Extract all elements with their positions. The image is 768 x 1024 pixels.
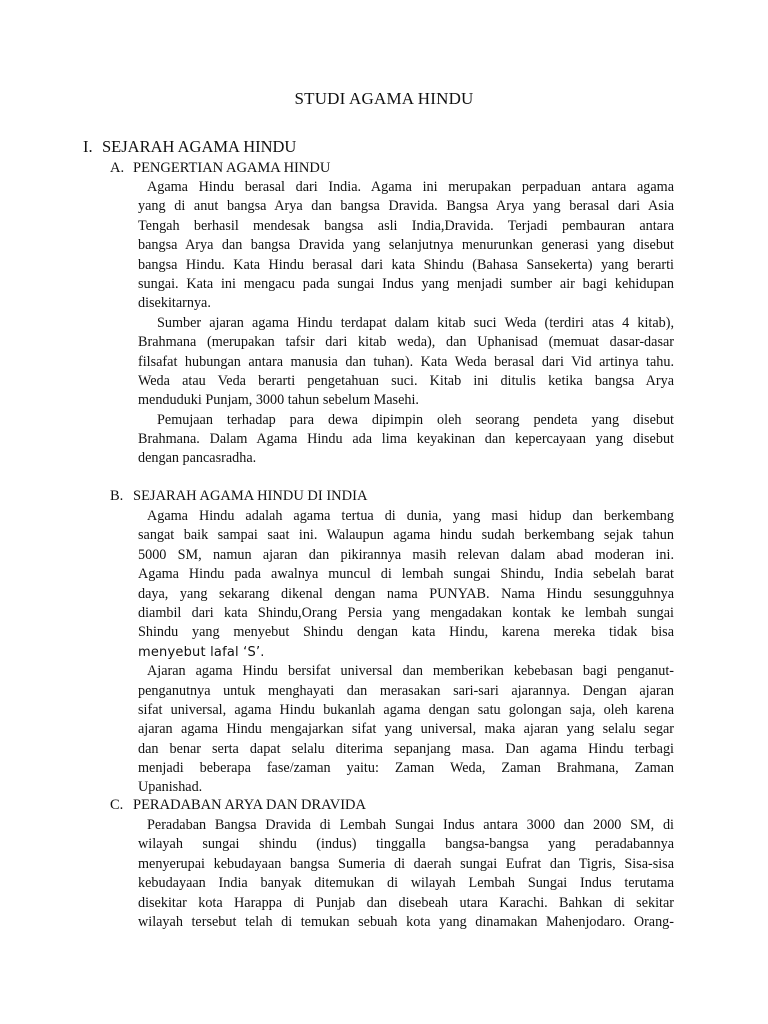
chapter-title: SEJARAH AGAMA HINDU [102, 137, 297, 156]
text-line: Pemujaan terhadap para dewa dipimpin oleh seorang pendeta yang disebut [157, 411, 674, 428]
chapter-heading [83, 137, 296, 157]
text-line: Tengah berhasil mendesak bangsa asli India,Dravida. Terjadi pembauran antara [138, 217, 674, 234]
section-title: SEJARAH AGAMA HINDU DI INDIA [133, 488, 368, 504]
text-line: dengan pancasradha. [138, 450, 257, 467]
section-heading-b [110, 488, 367, 505]
paragraph [138, 314, 674, 411]
text-line: menyerupai kebudayaan bangsa Sumeria di daerah sungai Eufrat dan Tigris, Sisa-sisa [138, 855, 674, 872]
text-line: penganutnya untuk menghayati dan merasakan sari-sari ajarannya. Dengan ajaran [138, 682, 674, 699]
text-line: disekitar kota Harappa di Punjab dan disebeah utara Karachi. Bahkan di sekitar [138, 894, 674, 911]
text-line: disekitarnya. [138, 295, 211, 312]
section-heading-a [110, 160, 330, 177]
paragraph [138, 816, 674, 932]
text-line: Agama Hindu pada awalnya muncul di lembah sungai Shindu, India sebelah barat [138, 566, 674, 583]
text-line: Sumber ajaran agama Hindu terdapat dalam kitab suci Weda (terdiri atas 4 kitab), [157, 314, 674, 331]
text-line: Brahmana. Dalam Agama Hindu ada lima keyakinan dan kepercayaan yang disebut [138, 431, 674, 448]
text-line: menjadi beberapa fase/zaman yaitu: Zaman Weda, Zaman Brahmana, Zaman [138, 760, 674, 777]
text-line: Peradaban Bangsa Dravida di Lembah Sungai Indus antara 3000 dan 2000 SM, di [147, 817, 674, 833]
text-line: filsafat hubungan antara manusia dan tuhan). Kata Weda berasal dari Vid artinya tahu. [138, 353, 674, 370]
section-letter: A. [110, 160, 125, 176]
section-body-b [138, 507, 674, 798]
text-line: bangsa Arya dan bangsa Dravida yang selanjutnya menurunkan generasi yang disebut [138, 237, 674, 254]
text-line: Upanishad. [138, 779, 203, 796]
section-title: PENGERTIAN AGAMA HINDU [133, 160, 331, 176]
section-letter: C. [110, 797, 124, 813]
paragraph [138, 507, 674, 662]
section-title: PERADABAN ARYA DAN DRAVIDA [133, 797, 366, 813]
text-line: kebudayaan India banyak ditemukan di wilayah Lembah Sungai Indus terutama [138, 875, 674, 892]
text-line: Brahmana (merupakan tafsir dari kitab weda), dan Uphanisad (memuat dasar-dasar [138, 334, 674, 351]
text-line: wilayah sungai shindu (indus) tinggalla bangsa-bangsa yang peradabannya [138, 836, 674, 853]
paragraph [138, 411, 674, 469]
paragraph [138, 662, 674, 798]
section-letter: B. [110, 488, 124, 504]
chapter-number: I. [83, 137, 93, 156]
text-line: 5000 SM, namun ajaran dan pikirannya masih relevan dalam abad moderan ini. [138, 546, 674, 563]
text-line: Weda atau Veda berarti pengetahuan suci. Kitab ini ditulis ketika bangsa Arya [138, 372, 674, 389]
text-line: sifat universal, agama Hindu bukanlah agama dengan satu golongan saja, oleh karena [138, 701, 674, 718]
text-line: yang di anut bangsa Arya dan bangsa Dravida. Bangsa Arya yang berasal dari Asia [138, 198, 674, 215]
text-line: Agama Hindu adalah agama tertua di dunia, yang masi hidup dan berkembang [147, 508, 674, 524]
section-body-a [138, 178, 674, 469]
text-line: diambil dari kata Shindu,Orang Persia yang mengadakan kontak ke lembah sungai [138, 604, 674, 621]
text-line: wilayah tersebut telah di temukan sebuah kota yang dinamakan Mahenjodaro. Orang- [138, 913, 674, 930]
text-line: Agama Hindu berasal dari India. Agama ini merupakan perpaduan antara agama [147, 179, 674, 195]
page-title: STUDI AGAMA HINDU [294, 89, 474, 108]
text-line: Ajaran agama Hindu bersifat universal dan memberikan kebebasan bagi penganut- [147, 663, 674, 680]
section-heading-c [110, 797, 366, 814]
text-line: bangsa Hindu. Kata Hindu berasal dari kata Shindu (Bahasa Sansekerta) yang berarti [138, 256, 674, 273]
text-line: Shindu yang menyebut Shindu dengan kata Hindu, karena mereka tidak bisa [138, 624, 674, 641]
text-line: dan benar serta dapat selalu diterima sepanjang masa. Dan agama Hindu terbagi [138, 740, 674, 757]
section-body-c [138, 816, 674, 932]
text-line: sangat baik sampai saat ini. Walaupun agama hindu sudah berkembang sejak tahun [138, 527, 674, 544]
text-line: menduduki Punjam, 3000 tahun sebelum Masehi. [138, 392, 419, 409]
text-line: ajaran agama Hindu mengajarkan sifat yang universal, maka ajaran yang selalu segar [138, 721, 674, 738]
text-line: sungai. Kata ini mengacu pada sungai Indus yang menjadi sumber air bagi kehidupan [138, 275, 674, 292]
paragraph [138, 178, 674, 314]
text-line: daya, yang sekarang dikenal dengan nama PUNYAB. Nama Hindu sesungguhnya [138, 585, 674, 602]
text-line: menyebut lafal ‘S’. [138, 644, 265, 660]
